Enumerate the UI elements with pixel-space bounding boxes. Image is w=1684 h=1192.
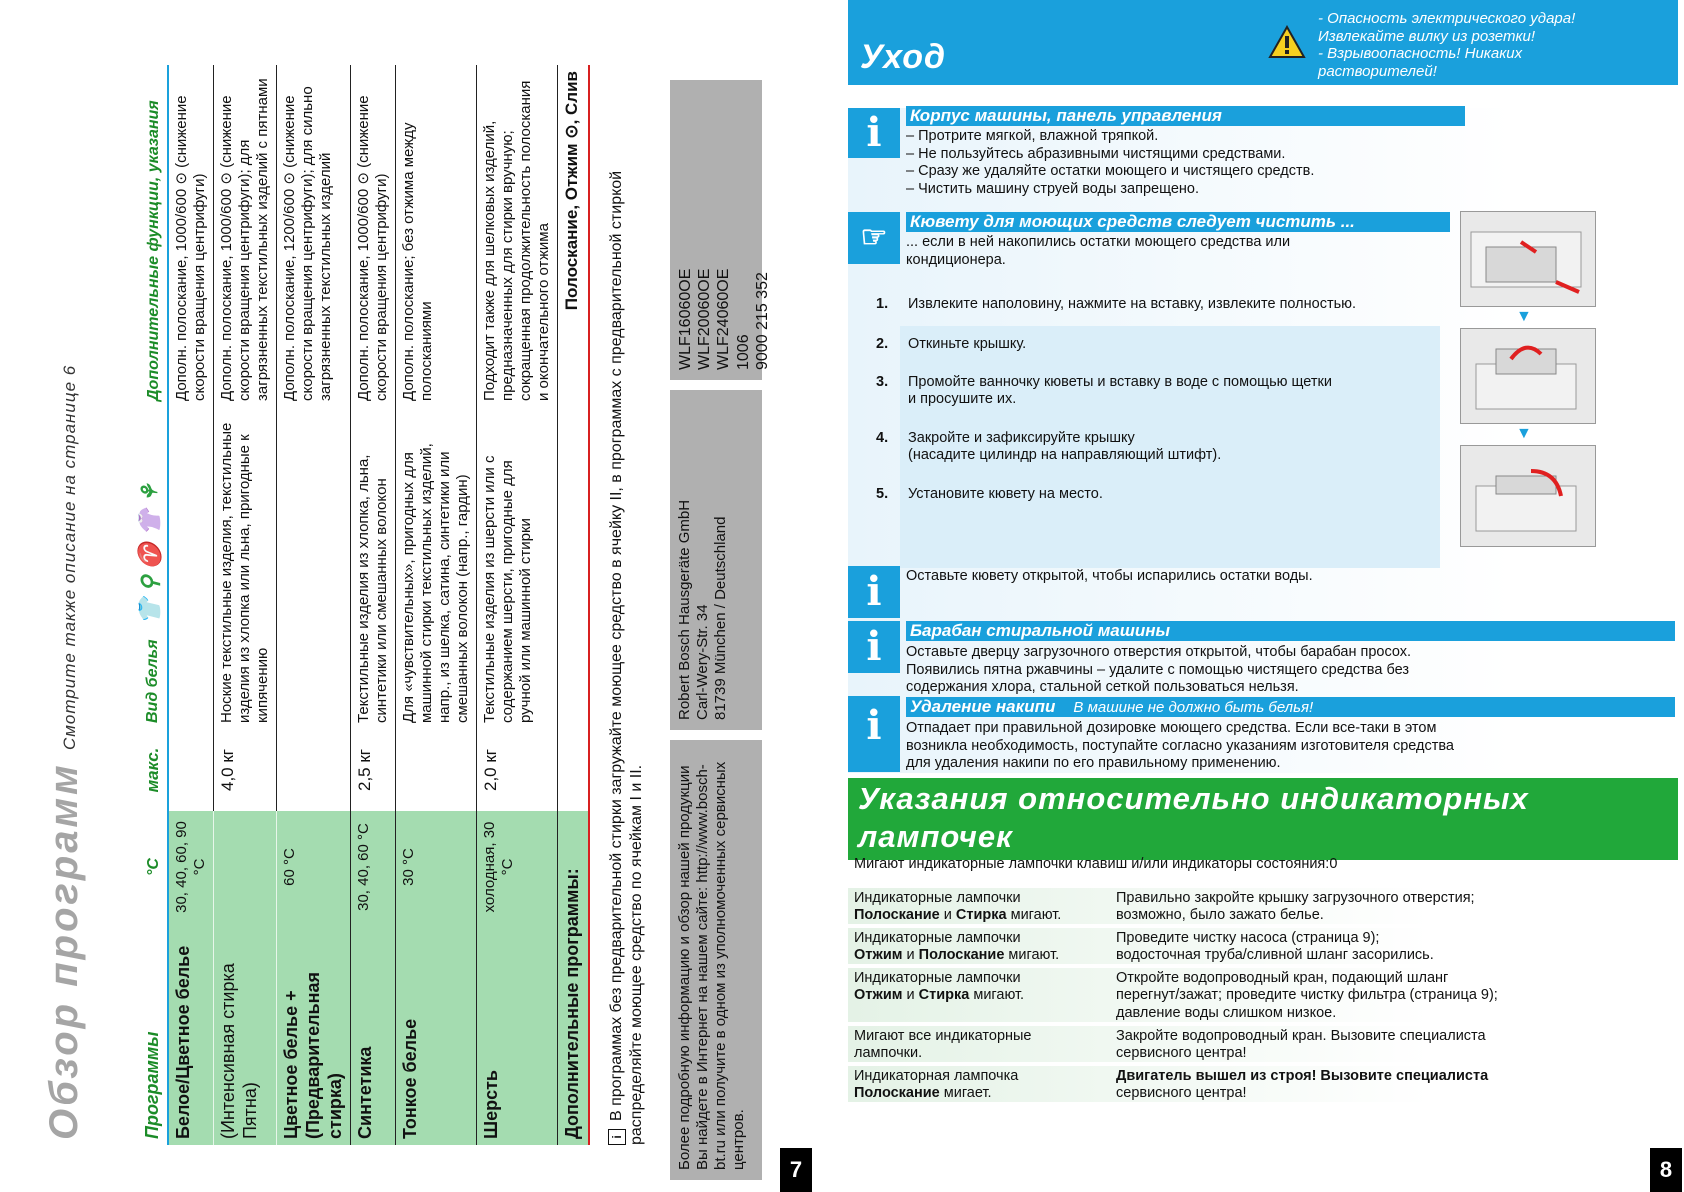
indicator-connector: и	[943, 907, 952, 924]
step-text: Откиньте крышку.	[908, 336, 1027, 352]
indicators-title	[858, 780, 1529, 856]
warning-icon	[1268, 25, 1306, 59]
indicator-lamp-name: Отжим	[854, 987, 903, 1004]
indicator-remedy	[1116, 1068, 1676, 1103]
section-scale-title: Удаление накипи	[910, 697, 1056, 716]
care-header	[848, 0, 1678, 85]
program-name: Синтетика	[351, 923, 396, 1145]
program-max	[277, 729, 351, 811]
indicator-state: мигают.	[1008, 947, 1060, 964]
drawer-illustration-1	[1460, 211, 1596, 307]
drawer-illustration-3	[1460, 445, 1596, 547]
arrow-down-icon: ▼	[1516, 308, 1532, 325]
program-temp: холодная, 30 °C	[477, 811, 558, 923]
warnings	[1318, 10, 1678, 81]
leave-open-note: Оставьте кювету открытой, чтобы испарились остатки воды.	[906, 568, 1313, 584]
drawer-close-icon	[1461, 446, 1595, 546]
indicator-condition-line: Индикаторные лампочки	[854, 970, 1021, 986]
drawer-illustration-2	[1460, 328, 1596, 424]
info-icon: i	[848, 108, 900, 158]
program-max	[168, 729, 214, 811]
program-functions: Дополн. полоскание, 1000/600 ⊙ (снижение скорости вращения центрифуги)	[351, 65, 396, 407]
indicator-condition	[854, 1068, 1109, 1103]
care-line: Появились пятна ржавчины – удалите с помощью чистящего средства без	[906, 661, 1409, 678]
indicator-lamp-name: Отжим	[854, 947, 903, 964]
indicators-title-line: Указания относительно индикаторных	[858, 781, 1529, 816]
section-body-text	[906, 128, 1314, 199]
indicator-state: мигают.	[973, 987, 1025, 1004]
header-kind	[133, 407, 168, 729]
section-title-body: Корпус машины, панель управления	[906, 106, 1465, 126]
program-max	[396, 729, 477, 811]
indicator-condition-line	[854, 947, 1109, 964]
indicator-condition	[854, 890, 1109, 925]
header-temp: °C	[133, 811, 168, 923]
info-block: Более подробную информацию и обзор нашей продукции Вы найдете в Интернет на нашем сайте: http://www.bosch-bt.ru или получите в одном из уполномоченных сервисных центров.	[670, 740, 762, 1180]
program-name: Тонкое белье	[396, 923, 477, 1145]
care-line: для удаления накипи по его правильному применению.	[906, 755, 1281, 772]
indicator-state: мигают.	[1010, 907, 1062, 924]
section-title-scale	[906, 697, 1675, 717]
section-scale-subtitle: В машине не должно быть белья!	[1073, 699, 1314, 716]
detergent-note	[607, 65, 647, 1145]
indicators-header	[848, 778, 1678, 860]
step-number: 3.	[876, 374, 889, 390]
indicator-remedy	[1116, 890, 1676, 925]
extra-programs-row	[558, 65, 589, 1145]
program-name: Шерсть	[477, 923, 558, 1145]
indicator-remedy-line: водосточная труба/сливной шланг засорились.	[1116, 947, 1434, 964]
model-line: WLF20060OE	[696, 268, 714, 370]
program-temp: 30, 40, 60, 90 °C	[168, 811, 214, 923]
care-line: возникла необходимость, поступайте согласно указаниям изготовителя средства	[906, 737, 1454, 754]
program-max: 4,0 кг	[214, 729, 277, 811]
indicator-remedy-line: сервисного центра!	[1116, 1085, 1247, 1102]
indicator-state: мигает.	[943, 1085, 992, 1102]
program-max: 2,0 кг	[477, 729, 558, 811]
page-number-left: 7	[780, 1148, 812, 1192]
header-functions: Дополнительные функции, указания	[133, 65, 168, 407]
indicator-remedy-line	[1116, 1068, 1676, 1085]
detergent-note-text: В программах без предварительной стирки загружайте моющее средство в ячейку II, в программах с предварительной стиркой распределяйте моющее средство по ячейкам I и II.	[608, 170, 645, 1145]
table-row	[214, 65, 277, 1145]
care-line: Оставьте дверцу загрузочного отверстия открытой, чтобы барабан просох.	[906, 644, 1412, 660]
step-number: 4.	[876, 430, 889, 446]
table-row	[168, 65, 214, 1145]
section-scale-text	[906, 720, 1454, 773]
left-page	[0, 0, 842, 1190]
care-content	[848, 108, 1678, 773]
info-icon: i	[848, 621, 900, 673]
model-line: WLF24060OE	[715, 268, 733, 370]
program-kind: Текстильные изделия из шерсти или с содержанием шерсти, пригодные для ручной или машинной стирки	[477, 407, 558, 729]
program-functions: Дополн. полоскание, 1000/600 ⊙ (снижение скорости вращения центрифуги)	[168, 65, 214, 407]
indicator-condition-line: Мигают все индикаторные	[854, 1028, 1032, 1044]
indicator-remedy	[1116, 970, 1676, 1022]
step-number: 5.	[876, 486, 889, 502]
care-line: – Сразу же удаляйте остатки моющего и чистящего средств.	[906, 163, 1315, 180]
indicator-condition-line: лампочки.	[854, 1045, 923, 1062]
drawer-lid-icon	[1461, 329, 1595, 423]
header-kind-label: Вид белья	[144, 639, 161, 723]
indicator-condition	[854, 930, 1109, 965]
program-table-header	[133, 65, 168, 1145]
care-title: Уход	[860, 38, 947, 76]
program-kind: Для «чувствительных», пригодных для машинной стирки текстильных изделий, напр., из шелка, сатина, синтетики или смешанных волокон (напр., гардин)	[396, 407, 477, 729]
indicator-row	[848, 968, 1678, 1022]
table-row	[277, 65, 351, 1145]
section-drum-text	[906, 644, 1411, 697]
indicator-condition	[854, 1028, 1109, 1063]
indicator-condition-line: Индикаторные лампочки	[854, 930, 1021, 946]
indicator-lamp-name: Полоскание	[918, 947, 1005, 964]
program-table	[133, 65, 590, 1145]
indicator-remedy-line: возможно, было зажато белье.	[1116, 907, 1324, 924]
step-number: 1.	[876, 296, 889, 312]
program-max: 2,5 кг	[351, 729, 396, 811]
model-line: 1006	[734, 334, 752, 370]
program-name: Белое/Цветное белье	[168, 923, 214, 1145]
address-line: Carl-Wery-Str. 34	[694, 604, 711, 720]
program-functions: Подходит также для шелковых изделий, предназначенных для стирки вручную; сокращенная продолжительность полоскания и окончательного отжима	[477, 65, 558, 407]
care-line: кондиционера.	[906, 251, 1006, 268]
program-kind: Текстильные изделия из хлопка, льна, синтетики или смешанных волокон	[351, 407, 396, 729]
rotated-program-overview	[0, 0, 842, 1190]
right-page	[842, 0, 1684, 1190]
warning-line: - Опасность электрического удара!	[1318, 10, 1576, 27]
indicator-row	[848, 1066, 1678, 1102]
indicator-row	[848, 928, 1678, 964]
care-line: ... если в ней накопились остатки моющего средства или	[906, 234, 1291, 250]
indicator-lamp-name: Стирка	[955, 907, 1007, 924]
care-line: Отпадает при правильной дозировке моющего средства. Если все-таки в этом	[906, 720, 1437, 736]
info-icon: i	[848, 696, 900, 772]
address-line: 81739 München / Deutschland	[712, 516, 729, 720]
info-icon: i	[848, 566, 900, 618]
indicators-title-line: лампочек	[858, 818, 1013, 854]
program-temp: 60 °C	[277, 811, 351, 923]
program-kind: Ноские текстильные изделия, текстильные изделия из хлопка или льна, пригодные к кипячению	[214, 407, 277, 729]
address-line: Robert Bosch Hausgeräte GmbH	[676, 499, 693, 720]
step-number: 2.	[876, 336, 889, 352]
indicator-row	[848, 1026, 1678, 1062]
step-text: (насадите цилиндр на направляющий штифт).	[908, 447, 1222, 463]
indicator-condition-line: Индикаторные лампочки	[854, 890, 1021, 906]
program-temp: 30 °C	[396, 811, 477, 923]
warning-line: растворителей!	[1318, 63, 1437, 81]
program-name: (Интенсивная стирка Пятна)	[214, 923, 277, 1145]
program-temp	[214, 811, 277, 923]
indicator-remedy-line: перегнут/зажат; проведите чистку фильтра (страница 9);	[1116, 987, 1498, 1004]
indicator-row	[848, 888, 1678, 924]
indicator-condition-line	[854, 1085, 1109, 1102]
see-also-note: Смотрите также описание на странице 6	[60, 364, 79, 750]
indicator-condition-line	[854, 907, 1109, 924]
header-programs: Программы	[133, 923, 168, 1145]
step-text: Извлеките наполовину, нажмите на вставку, извлеките полностью.	[908, 296, 1357, 312]
care-line: – Чистить машину струей воды запрещено.	[906, 181, 1200, 198]
program-functions: Дополн. полоскание, 1200/600 ⊙ (снижение скорости вращения центрифуги); для сильно загрязненных текстильных изделий	[277, 65, 351, 407]
indicator-remedy	[1116, 930, 1676, 965]
indicator-remedy-line: давление воды слишком низкое.	[1116, 1004, 1337, 1021]
indicator-remedy-text: Двигатель вышел из строя! Вызовите специалиста	[1116, 1068, 1489, 1084]
indicator-condition-line: Индикаторная лампочка	[854, 1068, 1019, 1084]
arrow-down-icon: ▼	[1516, 425, 1532, 442]
indicator-condition	[854, 970, 1109, 1005]
program-overview-title: Обзор программ	[42, 762, 86, 1140]
indicator-remedy-line: Правильно закройте крышку загрузочного отверстия;	[1116, 890, 1475, 906]
warning-line: Извлекайте вилку из розетки!	[1318, 27, 1536, 45]
extra-programs-items: Полоскание, Отжим ⊙, Слив	[558, 65, 589, 811]
indicator-connector: и	[906, 987, 915, 1004]
indicator-remedy-line: Закройте водопроводный кран. Вызовите специалиста	[1116, 1028, 1486, 1044]
indicator-connector: и	[906, 947, 915, 964]
care-line: – Не пользуйтесь абразивными чистящими средствами.	[906, 145, 1286, 162]
warning-line: - Взрывоопасность! Никаких	[1318, 45, 1523, 63]
care-line: – Протрите мягкой, влажной тряпкой.	[906, 128, 1159, 144]
table-row	[396, 65, 477, 1145]
care-line: содержания хлора, стальной сеткой пользоваться нельзя.	[906, 679, 1299, 696]
drawer-remove-icon	[1461, 212, 1595, 306]
model-numbers	[670, 80, 771, 380]
step-text: Промойте ванночку кюветы и вставку в воде с помощью щетки	[908, 374, 1332, 390]
step-text: Установите кювету на место.	[908, 486, 1103, 502]
indicator-remedy-line: Проведите чистку насоса (страница 9);	[1116, 930, 1380, 946]
indicator-lamp-name: Полоскание	[854, 907, 940, 924]
indicator-remedy-line: Откройте водопроводный кран, подающий шланг	[1116, 970, 1449, 986]
model-line: 9000 215 352	[753, 272, 771, 370]
table-row	[351, 65, 396, 1145]
indicator-lamp-name: Полоскание	[854, 1085, 940, 1102]
indicator-remedy	[1116, 1028, 1676, 1063]
page-number-right: 8	[1650, 1148, 1682, 1192]
table-row	[477, 65, 558, 1145]
program-functions: Дополн. полоскание, 1000/600 ⊙ (снижение скорости вращения центрифуги); для загрязненных текстильных изделий с пятнами	[214, 65, 277, 407]
extra-programs-label: Дополнительные программы:	[558, 811, 589, 1145]
indicator-condition-line	[854, 987, 1109, 1004]
section-title-drawer: Кювету для моющих средств следует чистить ...	[906, 212, 1450, 232]
section-drawer-intro	[906, 234, 1290, 269]
indicator-lamp-name: Стирка	[918, 987, 970, 1004]
manufacturer-address	[670, 390, 762, 730]
indicator-remedy-line: сервисного центра!	[1116, 1045, 1247, 1062]
step-text: и просушите их.	[908, 391, 1017, 407]
program-name: Цветное белье + (Предварительная стирка)	[277, 923, 351, 1145]
model-line: WLF16060OE	[677, 268, 694, 370]
program-temp: 30, 40, 60 °C	[351, 811, 396, 923]
program-kind	[277, 407, 351, 729]
hand-pointer-icon: ☞	[848, 212, 900, 264]
section-title-drum: Барабан стиральной машины	[906, 621, 1675, 641]
info-icon: i	[608, 1129, 626, 1145]
header-max: макс.	[133, 729, 168, 811]
program-kind	[168, 407, 214, 729]
indicators-intro: Мигают индикаторные лампочки клавиш и/или индикаторы состояния:0	[854, 856, 1338, 872]
step-text: Закройте и зафиксируйте крышку	[908, 430, 1135, 446]
textile-icons: 👕⚲♈👚⚘	[137, 476, 162, 625]
program-functions: Дополн. полоскание; без отжима между полосканиями	[396, 65, 477, 407]
